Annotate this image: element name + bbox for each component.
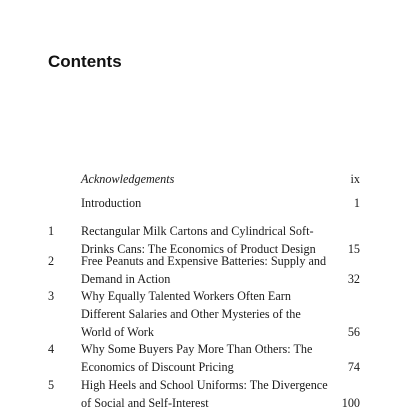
toc-entry-title-line: Why Equally Talented Workers Often Earn [81,289,291,303]
toc-entry-title-line: of Social and Self-Interest [81,396,209,410]
toc-entry-page: 15 [347,242,360,256]
toc-entry-title [81,252,336,288]
toc-entry-page: 74 [347,360,360,374]
toc-entry-title-line: Why Some Buyers Pay More Than Others: The [81,342,313,356]
toc-entry-page: 56 [347,325,360,339]
toc-entry-title-line: High Heels and School Uniforms: The Divergence [81,378,328,392]
toc-entry-title-line: Free Peanuts and Expensive Batteries: Supply and [81,254,327,268]
toc-entry-number: 2 [48,254,55,268]
toc-entry-title [81,170,336,188]
toc-entry-title-line: Rectangular Milk Cartons and Cylindrical Soft- [81,224,314,238]
toc-entry-title-line: Economics of Discount Pricing [81,360,234,374]
toc-entry-page: 100 [341,396,360,410]
page-title: Contents [48,52,122,71]
toc-entry-page: 1 [353,196,360,210]
toc-entry-title [81,194,336,212]
toc-entry-title-line: Different Salaries and Other Mysteries of the [81,307,301,321]
toc-entry-title [81,340,336,376]
toc-entry-number: 3 [48,289,55,303]
toc-entry-title-line: Acknowledgements [81,172,175,186]
toc-entry-number: 4 [48,342,55,356]
toc-entry-title [81,287,336,341]
toc-entry-page: ix [350,172,360,186]
toc-entry-title [81,376,336,412]
toc-entry-title-line: Demand in Action [81,272,171,286]
toc-entry-title-line: World of Work [81,325,154,339]
toc-entry-number: 1 [48,224,55,238]
toc-entry-page: 32 [347,272,360,286]
toc-entry-number: 5 [48,378,55,392]
toc-entry-title-line: Introduction [81,196,142,210]
toc-entry-title-line: Drinks Cans: The Economics of Product Design [81,242,316,256]
